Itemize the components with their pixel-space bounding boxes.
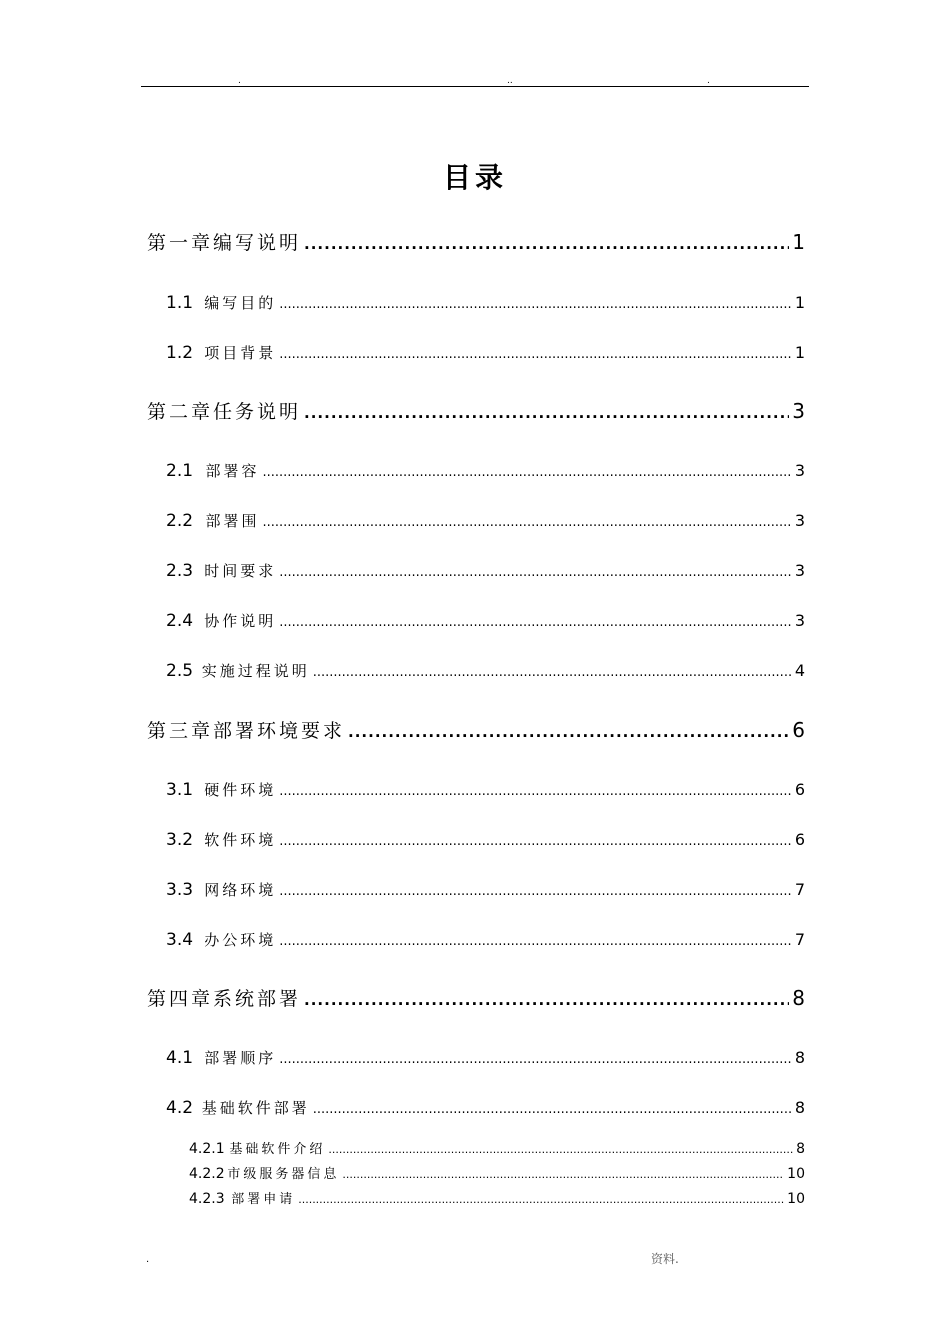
toc-entry-number: 第二章 <box>147 401 214 423</box>
toc-entry-label: 部署环境要求 <box>213 720 346 742</box>
toc-entry-page: 6 <box>792 718 805 742</box>
toc-entry-number: 第四章 <box>147 988 214 1010</box>
toc-dot-leader <box>342 1168 784 1181</box>
toc-entry[interactable] <box>166 342 805 363</box>
toc-entry[interactable] <box>166 1047 805 1068</box>
toc-entry-number: 2.5 <box>166 661 194 681</box>
toc-entry-page: 3 <box>792 399 805 423</box>
toc-entry[interactable] <box>166 829 805 850</box>
toc-entry-label: 办公环境 <box>204 931 277 949</box>
toc-entry[interactable] <box>189 1138 805 1157</box>
toc-entry[interactable] <box>147 397 805 424</box>
toc-entry-number: 3.4 <box>166 930 194 950</box>
toc-dot-leader <box>279 347 792 362</box>
toc-entry-label: 项目背景 <box>204 344 277 362</box>
toc-entry[interactable] <box>166 292 805 313</box>
toc-dot-leader <box>313 665 792 680</box>
toc-dot-leader <box>279 934 792 949</box>
toc-entry-page: 1 <box>794 343 805 362</box>
toc-dot-leader <box>279 884 792 899</box>
toc-entry-label: 网络环境 <box>204 881 277 899</box>
toc-entry-label: 市级服务器信息 <box>227 1167 340 1182</box>
header-rule <box>141 86 809 87</box>
toc-entry-number: 3.3 <box>166 880 194 900</box>
toc-dot-leader <box>304 235 789 253</box>
toc-entry-label: 编写目的 <box>204 294 277 312</box>
toc-entry-page: 6 <box>794 830 805 849</box>
toc-entry-page: 7 <box>794 880 805 899</box>
toc-entry-page: 1 <box>794 293 805 312</box>
toc-entry-label: 硬件环境 <box>204 781 277 799</box>
toc-dot-leader <box>279 834 792 849</box>
page-title: 目录 <box>442 161 507 194</box>
header-dot-left: . <box>238 76 241 86</box>
toc-entry-label: 基础软件介绍 <box>229 1142 326 1157</box>
toc-entry[interactable] <box>166 779 805 800</box>
toc-entry-label: 部署容 <box>205 462 260 480</box>
toc-entry-number: 2.4 <box>166 611 194 631</box>
toc-dot-leader <box>304 991 789 1009</box>
toc-entry-number: 1.2 <box>166 343 194 363</box>
toc-entry[interactable] <box>166 460 805 481</box>
toc-entry-page: 3 <box>794 611 805 630</box>
toc-entry-label: 部署围 <box>205 512 260 530</box>
toc-entry[interactable] <box>166 660 805 681</box>
toc-entry-label: 软件环境 <box>204 831 277 849</box>
toc-dot-leader <box>304 404 789 422</box>
toc-dot-leader <box>262 515 791 530</box>
toc-entry-page: 4 <box>794 661 805 680</box>
toc-entry[interactable] <box>166 560 805 581</box>
toc-entry[interactable] <box>166 879 805 900</box>
toc-dot-leader <box>279 297 792 312</box>
toc-entry[interactable] <box>147 228 805 255</box>
toc-entry-page: 3 <box>794 461 805 480</box>
toc-entry-page: 8 <box>794 1098 805 1117</box>
toc-entry-label: 实施过程说明 <box>201 662 310 680</box>
toc-entry-number: 第一章 <box>147 232 214 254</box>
toc-dot-leader <box>279 615 792 630</box>
toc-dot-leader <box>262 465 791 480</box>
toc-entry[interactable] <box>147 984 805 1011</box>
toc-entry-label: 任务说明 <box>213 401 302 423</box>
toc-entry-number: 第三章 <box>147 720 214 742</box>
toc-entry-label: 部署顺序 <box>204 1049 277 1067</box>
toc-entry-page: 3 <box>794 561 805 580</box>
toc-entry-page: 10 <box>787 1166 805 1182</box>
toc-entry-number: 4.1 <box>166 1048 194 1068</box>
toc-dot-leader <box>298 1193 784 1206</box>
toc-dot-leader <box>279 1052 792 1067</box>
toc-entry[interactable] <box>166 510 805 531</box>
toc-dot-leader <box>328 1143 793 1156</box>
toc-entry-number: 4.2.3 <box>189 1191 225 1207</box>
toc-entry[interactable] <box>166 1097 805 1118</box>
toc-dot-leader <box>279 784 792 799</box>
toc-entry-page: 8 <box>796 1141 805 1157</box>
toc-entry-number: 3.1 <box>166 780 194 800</box>
toc-entry[interactable] <box>166 610 805 631</box>
toc-dot-leader <box>279 565 792 580</box>
toc-entry-number: 4.2 <box>166 1098 194 1118</box>
toc-entry-label: 部署申请 <box>231 1192 296 1207</box>
toc-entry-number: 4.2.1 <box>189 1141 225 1157</box>
toc-entry-page: 3 <box>794 511 805 530</box>
toc-entry[interactable] <box>189 1163 805 1182</box>
toc-entry-page: 10 <box>787 1191 805 1207</box>
toc-entry-number: 1.1 <box>166 293 194 313</box>
toc-entry-page: 8 <box>792 986 805 1010</box>
toc-entry-label: 时间要求 <box>204 562 277 580</box>
toc-entry-label: 编写说明 <box>213 232 302 254</box>
toc-entry-number: 2.3 <box>166 561 194 581</box>
toc-entry[interactable] <box>166 929 805 950</box>
toc-entry-page: 1 <box>792 230 805 254</box>
toc-entry-number: 2.2 <box>166 511 194 531</box>
toc-entry-page: 7 <box>794 930 805 949</box>
toc-entry-page: 8 <box>794 1048 805 1067</box>
toc-entry-label: 系统部署 <box>213 988 302 1010</box>
toc-entry-number: 3.2 <box>166 830 194 850</box>
header-dot-center: .. <box>507 76 513 86</box>
toc-entry-number: 2.1 <box>166 461 194 481</box>
footer-dot: . <box>146 1254 150 1265</box>
toc-entry-label: 基础软件部署 <box>201 1099 310 1117</box>
toc-dot-leader <box>313 1102 792 1117</box>
toc-entry-label: 协作说明 <box>204 612 277 630</box>
toc-entry[interactable] <box>189 1188 805 1207</box>
footer-text: 资料. <box>651 1252 679 1266</box>
toc-entry-page: 6 <box>794 780 805 799</box>
toc-dot-leader <box>348 723 789 741</box>
header-dot-right: . <box>707 76 710 86</box>
toc-entry[interactable] <box>147 716 805 743</box>
toc-entry-number: 4.2.2 <box>189 1166 225 1182</box>
